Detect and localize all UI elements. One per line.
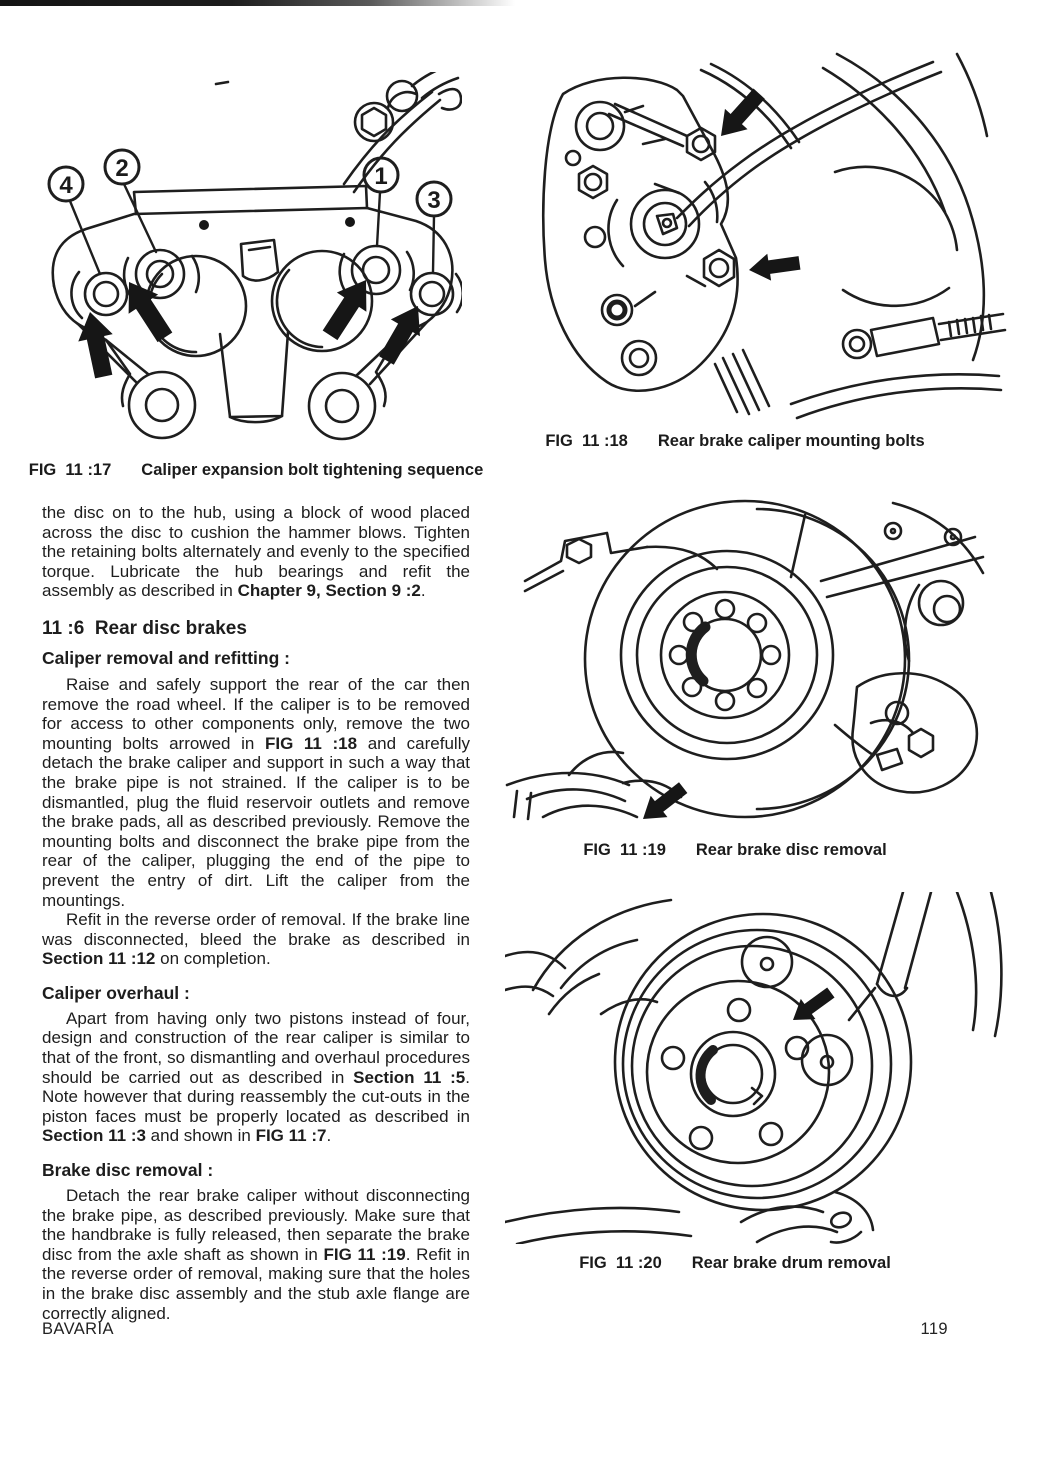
callout-number-3: 3 [427,187,441,214]
paragraph-caliper-removal-1: Raise and safely support the rear of the car then remove the road wheel. If the caliper is to be removed for access to other components only, remove the two mounting bolts arrowed in FIG 11 :18 and carefully detach the brake caliper and support in such a way that the brake pipe is not strained. If the caliper is to be dismantled, plug the fluid reservoir outlets and remove the brake pads, all as described previously. Remove the mounting bolts and disconnect the brake pipe from the rear of the caliper, plugging the end of the pipe to prevent the entry of dirt. Lift the caliper from the mountings. [42,674,470,910]
callout-number-2: 2 [115,155,129,182]
figure-label: FIG 11 :20 [579,1254,662,1272]
text-column [42,503,470,1323]
figure-title: Caliper expansion bolt tightening sequence [141,461,484,479]
callout-number-1: 1 [374,163,388,190]
arrow-icon [786,982,839,1030]
paragraph-caliper-removal-2: Refit in the reverse order of removal. If the brake line was disconnected, bleed the brake as described in Section 11 :12 on completion. [42,910,470,969]
figure-title: Rear brake caliper mounting bolts [657,432,925,450]
figure-11-17 [44,72,462,457]
figure-11-20-caption [505,1253,965,1273]
figure-title: Rear brake drum removal [691,1254,891,1272]
intro-paragraph: the disc on to the hub, using a block of wood placed across the disc to cushion the hammer blows. Tighten the retaining bolts alternately and evenly to the specified torque. Lubricate the hub bearings and refit the assembly as described in Chapter 9, Section 9 :2. [42,503,470,601]
figure-11-17-caption [28,460,484,480]
paragraph-caliper-overhaul: Apart from having only two pistons instead of four, design and construction of the rear caliper is similar to that of the front, so dismantling and overhaul procedures should be carried out as described in Section 11 :5. Note however that during reassembly the cut-outs in the piston faces must be properly located as described in Section 11 :3 and shown in FIG 11 :7. [42,1008,470,1146]
figure-label: FIG 11 :18 [545,432,628,450]
brake-drum [615,914,911,1210]
figure-11-20 [505,892,1010,1244]
socket-wrench [344,72,461,192]
caliper-body-outline [53,186,453,439]
callout-number-4: 4 [59,172,73,199]
hand-top-left [505,900,671,1014]
subheading-brake-disc-removal: Brake disc removal : [42,1160,214,1181]
figure-11-18 [505,52,1010,424]
arrow-icon [747,249,801,283]
arrow-icon [73,308,121,380]
figure-11-18-caption [505,431,965,451]
paragraph-brake-disc-removal: Detach the rear brake caliper without disconnecting the brake pipe, as described previously. Make sure that the handbrake is fully released, then separate the brake disc from the axle shaft as shown in FIG 11 :19. Refit in the reverse order of removal, making sure that the holes in the brake disc assembly and the stub axle flange are correctly aligned. [42,1186,470,1323]
figure-label: FIG 11 :19 [583,841,666,859]
caliper-body [543,78,737,391]
section-heading: 11 :6 Rear disc brakes [42,617,247,639]
suspension-strut [849,892,1001,1036]
rear-caliper-mounting-illustration [505,52,1010,424]
pipe-bracket [525,533,717,591]
page-footer [42,1320,948,1339]
caliper-expansion-bolt-illustration [44,72,462,457]
rear-brake-drum-illustration [505,892,1010,1244]
figure-11-19 [505,485,1010,833]
subheading-caliper-removal: Caliper removal and refitting : [42,647,290,668]
subheading-caliper-overhaul: Caliper overhaul : [42,982,190,1003]
footer-model-name: BAVARIA [42,1320,114,1338]
figure-title: Rear brake disc removal [695,841,887,859]
arrow-icon [372,298,433,369]
figure-11-19-caption [505,840,965,860]
footer-page-number: 119 [920,1320,948,1338]
rear-brake-disc-illustration [505,485,1010,833]
figure-label: FIG 11 :17 [28,461,112,479]
scan-artifact-top-edge [0,0,515,6]
